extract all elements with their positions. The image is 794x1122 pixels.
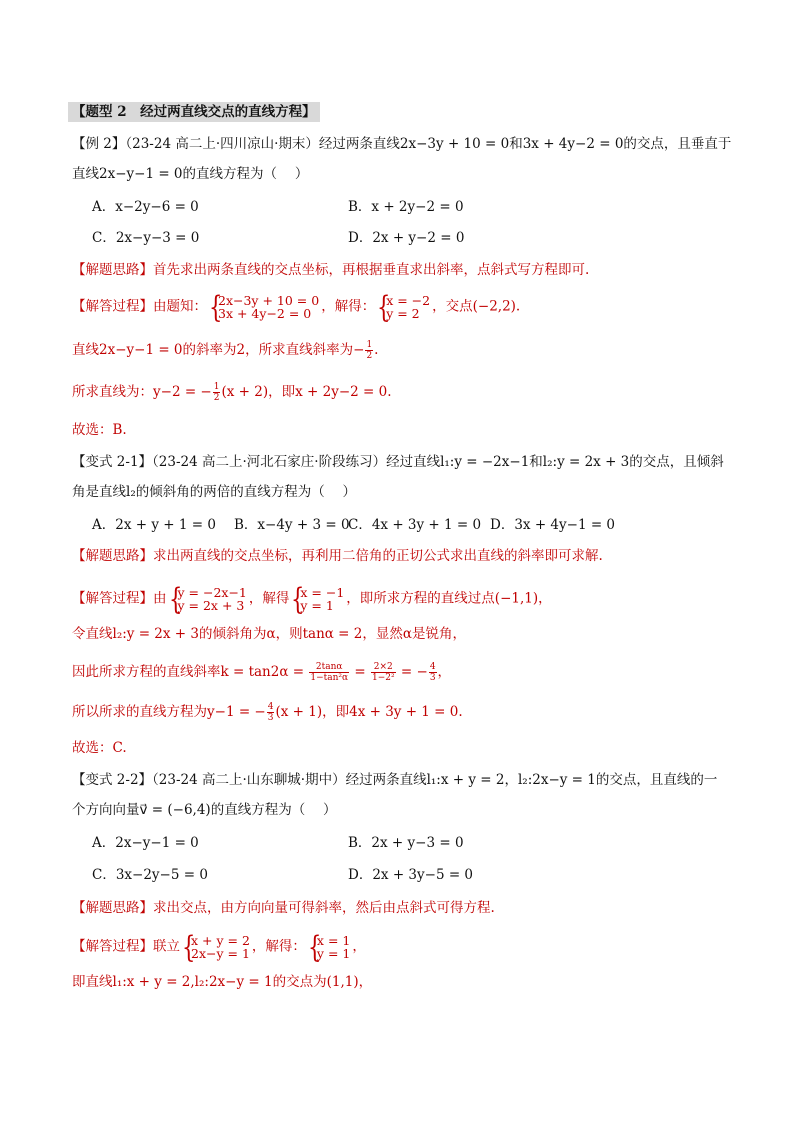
system-row-1: x = −2: [386, 293, 431, 308]
system-row-2: y = 2x + 3: [177, 598, 245, 613]
variant-2-1-question-line-2: 角是直线l₂的倾斜角的两倍的直线方程为（ ）: [72, 484, 357, 500]
fraction: [213, 382, 221, 403]
variant-2-1-question-line-1: 【变式 2-1】（23-24 高二上·河北石家庄·阶段练习）经过直线l₁:y = −2x−1和l₂:y = 2x + 3的交点，且倾斜: [72, 454, 724, 470]
variant-2-2-option-c: C．3x−2y−5 = 0: [92, 867, 208, 883]
slope-suffix: ，: [437, 664, 452, 680]
variant-2-1-choice: 故选：C.: [72, 740, 127, 756]
variant-2-1-option-c: C．4x + 3y + 1 = 0: [348, 517, 482, 533]
fraction-numerator: 2tanα: [309, 662, 349, 673]
fraction-denominator: 2: [366, 351, 373, 361]
system-row-1: 2x−3y + 10 = 0: [218, 293, 320, 308]
fraction: [429, 662, 437, 683]
system-row-1: x = −1: [300, 585, 345, 600]
variant-2-2-solution-process: [72, 930, 366, 965]
fraction-denominator: 3: [429, 673, 436, 683]
example-2-process-suffix: ，交点(−2,2).: [432, 298, 521, 315]
equation-system-2: { x = −1 y = 1: [291, 582, 345, 617]
fraction: [371, 662, 396, 683]
slope-text: 直线2x−y−1 = 0的斜率为2，所求直线斜率为−: [72, 342, 365, 358]
variant-2-2-option-a: A．2x−y−1 = 0: [92, 835, 199, 851]
system-row-2: 3x + 4y−2 = 0: [218, 306, 312, 321]
answer-text: 所以所求的直线方程为y−1 = −: [72, 704, 266, 720]
system-row-2: y = 2: [386, 306, 420, 321]
variant-2-2-question-line-2: 个方向向量v⃗ = (−6,4)的直线方程为（ ）: [72, 802, 337, 818]
variant-2-1-solution-process: [72, 582, 552, 617]
example-2-slope-line: [72, 340, 378, 361]
fraction-numerator: 1: [213, 382, 220, 392]
example-2-option-a: A．x−2y−6 = 0: [92, 199, 199, 215]
section-heading: 【题型 2 经过两直线交点的直线方程】: [68, 102, 320, 122]
process-mid: ，解得: [248, 590, 290, 607]
equation-system-1: { x + y = 2 2x−y = 1: [182, 930, 250, 965]
example-2-option-d: D．2x + y−2 = 0: [348, 230, 465, 246]
process-prefix: 【解答过程】联立: [72, 938, 180, 955]
fraction: [365, 340, 373, 361]
variant-2-1-slope-line: [72, 662, 451, 683]
fraction-numerator: 2×2: [371, 662, 396, 673]
variant-2-1-option-b: B．x−4y + 3 = 0: [234, 517, 350, 533]
fraction-denominator: 2: [213, 393, 220, 403]
fraction-denominator: 3: [267, 713, 274, 723]
answer-suffix: (x + 2)，即x + 2y−2 = 0.: [221, 384, 392, 400]
variant-2-1-option-d: D．3x + 4y−1 = 0: [490, 517, 616, 533]
example-2-option-c: C．2x−y−3 = 0: [92, 230, 200, 246]
answer-suffix: (x + 1)，即4x + 3y + 1 = 0.: [275, 704, 463, 720]
system-row-2: y = 1: [300, 598, 334, 613]
system-row-1: x + y = 2: [191, 933, 250, 948]
example-2-choice: 故选：B.: [72, 422, 127, 438]
variant-2-1-answer-line: [72, 702, 463, 723]
process-prefix: 【解答过程】由: [72, 590, 167, 607]
variant-2-2-question-line-1: 【变式 2-2】（23-24 高二上·山东聊城·期中）经过两条直线l₁:x + y = 2，l₂:2x−y = 1的交点，且直线的一: [72, 772, 718, 788]
process-suffix: ，即所求方程的直线过点(−1,1)，: [346, 590, 552, 607]
example-2-solution-idea: 【解题思路】首先求出两条直线的交点坐标，再根据垂直求出斜率，点斜式写方程即可.: [72, 262, 590, 278]
example-2-process-mid: ，解得：: [321, 298, 376, 315]
fraction-numerator: 4: [429, 662, 436, 672]
variant-2-1-solution-idea: 【解题思路】求出两直线的交点坐标，再利用二倍角的正切公式求出直线的斜率即可求解.: [72, 548, 603, 564]
system-row-2: y = 1: [316, 946, 351, 961]
variant-2-2-option-b: B．2x + y−3 = 0: [348, 835, 464, 851]
equals-sign: = −: [396, 664, 428, 680]
fraction-denominator: 1−2²: [371, 673, 395, 683]
system-row-1: y = −2x−1: [177, 585, 247, 600]
system-row-2: 2x−y = 1: [191, 946, 250, 961]
equation-system-1: { 2x−3y + 10 = 0 3x + 4y−2 = 0: [209, 290, 320, 325]
variant-2-1-option-a: A．2x + y + 1 = 0: [92, 517, 216, 533]
fraction: [309, 662, 349, 683]
variant-2-2-intersection-line: 即直线l₁:x + y = 2,l₂:2x−y = 1的交点为(1,1)，: [72, 974, 373, 990]
process-mid: ，解得：: [251, 938, 306, 955]
example-2-process-prefix: 【解答过程】由题知：: [72, 298, 207, 315]
example-2-answer-line: [72, 382, 392, 403]
answer-text: 所求直线为：y−2 = −: [72, 384, 212, 400]
variant-2-2-option-d: D．2x + 3y−5 = 0: [348, 867, 474, 883]
example-2-solution-process: [72, 290, 521, 325]
fraction-numerator: 1: [366, 340, 373, 350]
fraction-numerator: 4: [267, 702, 274, 712]
system-row-1: x = 1: [316, 933, 351, 948]
slope-text: 因此所求方程的直线斜率k = tan2α =: [72, 664, 309, 680]
example-2-option-b: B．x + 2y−2 = 0: [348, 199, 464, 215]
example-2-question-line-2: 直线2x−y−1 = 0的直线方程为（ ）: [72, 166, 309, 182]
equals-sign: =: [350, 664, 370, 680]
process-suffix: ，: [352, 938, 366, 955]
variant-2-2-solution-idea: 【解题思路】求出交点，由方向向量可得斜率，然后由点斜式可得方程.: [72, 900, 495, 916]
variant-2-1-angle-line: 令直线l₂:y = 2x + 3的倾斜角为α，则tanα = 2，显然α是锐角，: [72, 626, 466, 642]
equation-system-2: { x = 1 y = 1: [307, 930, 351, 965]
slope-suffix: .: [374, 342, 379, 358]
equation-system-2: { x = −2 y = 2: [377, 290, 431, 325]
example-2-question-line-1: 【例 2】（23-24 高二上·四川凉山·期末）经过两条直线2x−3y + 10 = 0和3x + 4y−2 = 0的交点，且垂直于: [72, 136, 732, 152]
fraction-denominator: 1−tan²α: [310, 673, 349, 683]
equation-system-1: { y = −2x−1 y = 2x + 3: [168, 582, 247, 617]
fraction: [267, 702, 275, 723]
